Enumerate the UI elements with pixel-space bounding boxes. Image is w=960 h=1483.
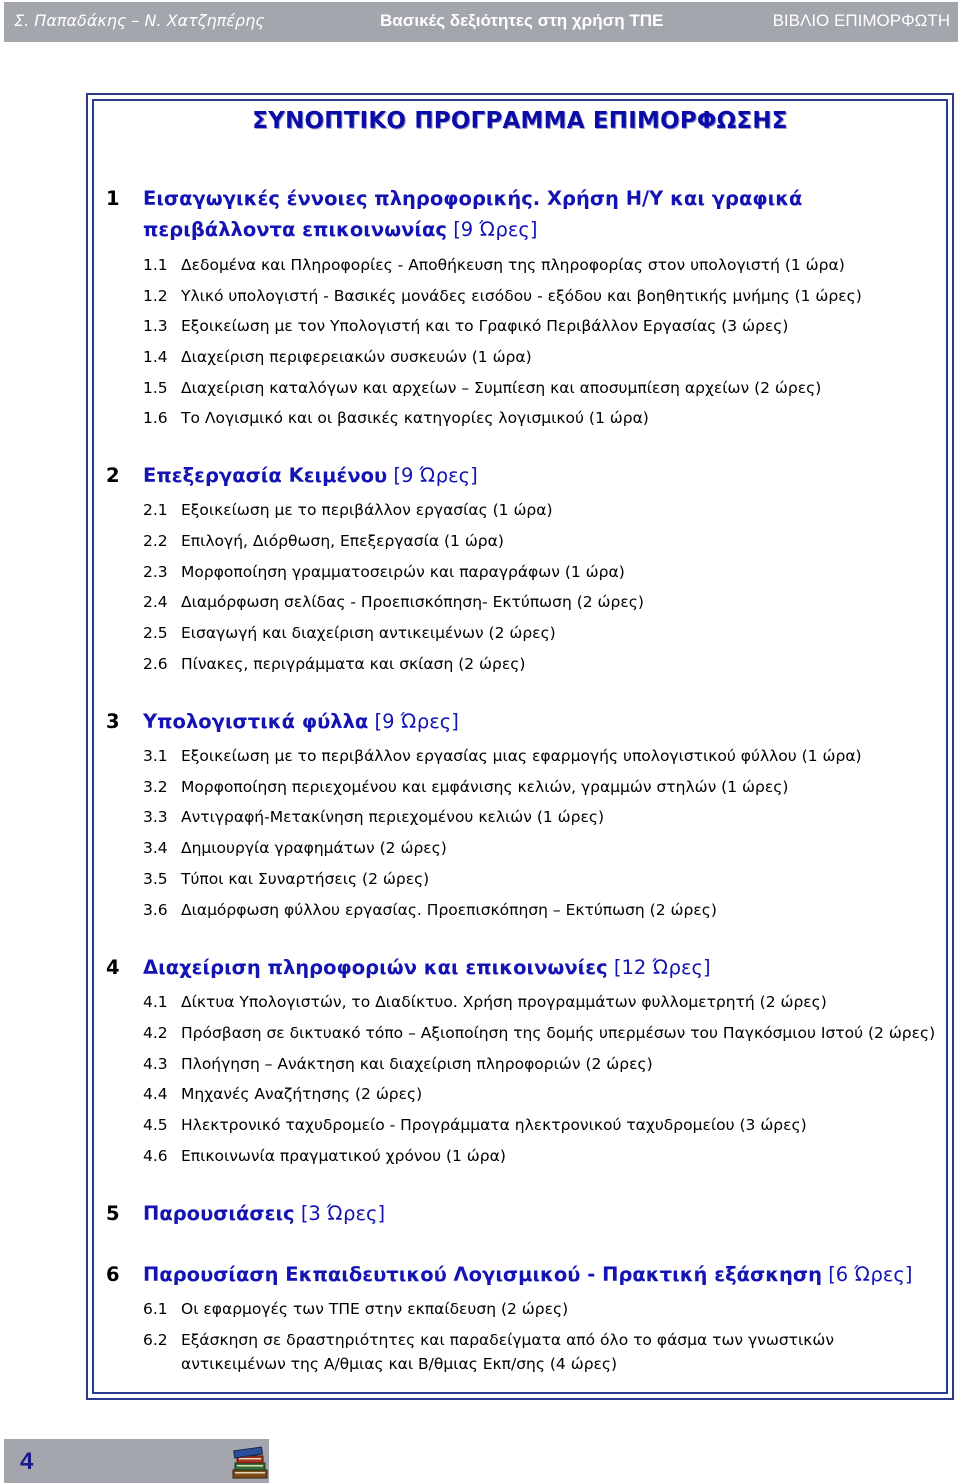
section-title: Παρουσίαση Εκπαιδευτικού Λογισμικού - Πρακτική εξάσκηση <box>143 1263 822 1286</box>
item-text: Πλοήγηση – Ανάκτηση και διαχείριση πληροφοριών (2 ώρες) <box>181 1055 653 1073</box>
item-text: Επικοινωνία πραγματικού χρόνου (1 ώρα) <box>181 1147 506 1165</box>
item-number: 2.3 <box>143 563 168 581</box>
section-title: Διαχείριση πληροφοριών και επικοινωνίες <box>143 956 608 979</box>
section-number: 6 <box>106 1263 120 1286</box>
item-text: Μηχανές Αναζήτησης (2 ώρες) <box>181 1085 423 1103</box>
item-text: Διαμόρφωση σελίδας - Προεπισκόπηση- Εκτύπωση (2 ώρες) <box>181 593 644 611</box>
item-text: Δημιουργία γραφημάτων (2 ώρες) <box>181 839 447 857</box>
list-item <box>143 560 943 584</box>
section-hours: [9 Ώρες] <box>453 218 538 241</box>
item-number: 4.2 <box>143 1024 168 1042</box>
list-item <box>143 345 943 369</box>
list-item <box>143 990 943 1014</box>
list-item <box>143 744 943 768</box>
item-number: 2.4 <box>143 593 168 611</box>
section-title: Εισαγωγικές έννοιες πληροφορικής. Χρήση Η/Υ και γραφικά περιβάλλοντα επικοινωνίας <box>143 187 803 241</box>
header-book-type: ΒΙΒΛΙΟ ΕΠΙΜΟΡΦΩΤΗ <box>772 11 950 30</box>
item-text: Επιλογή, Διόρθωση, Επεξεργασία (1 ώρα) <box>181 532 504 550</box>
item-number: 2.6 <box>143 655 168 673</box>
header-book-title: Βασικές δεξιότητες στη χρήση ΤΠΕ <box>380 11 664 30</box>
item-number: 1.5 <box>143 379 168 397</box>
list-item <box>143 1021 943 1045</box>
list-item <box>143 284 943 308</box>
item-number: 4.3 <box>143 1055 168 1073</box>
section-hours: [9 Ώρες] <box>393 464 478 487</box>
item-number: 2.1 <box>143 501 168 519</box>
item-text: Εξοικείωση με τον Υπολογιστή και το Γραφικό Περιβάλλον Εργασίας (3 ώρες) <box>181 317 789 335</box>
item-text: Διαμόρφωση φύλλου εργασίας. Προεπισκόπηση – Εκτύπωση (2 ώρες) <box>181 901 717 919</box>
list-item <box>143 1144 943 1168</box>
section-title: Παρουσιάσεις <box>143 1202 295 1225</box>
item-text: Διαχείριση περιφερειακών συσκευών (1 ώρα) <box>181 348 532 366</box>
section-5 <box>106 1198 946 1229</box>
section-title: Υπολογιστικά φύλλα <box>143 710 369 733</box>
list-item <box>143 1113 943 1137</box>
item-number: 1.3 <box>143 317 168 335</box>
list-item <box>143 775 943 799</box>
item-number: 3.6 <box>143 901 168 919</box>
section-hours: [9 Ώρες] <box>374 710 459 733</box>
list-item <box>143 253 943 277</box>
item-number: 4.5 <box>143 1116 168 1134</box>
section-title: Επεξεργασία Κειμένου <box>143 464 388 487</box>
list-item <box>143 529 943 553</box>
item-number: 2.5 <box>143 624 168 642</box>
item-number: 6.2 <box>143 1331 168 1349</box>
section-number: 5 <box>106 1202 120 1225</box>
section-number: 2 <box>106 464 120 487</box>
list-item <box>143 406 943 430</box>
item-text: Εξοικείωση με το περιβάλλον εργασίας (1 ώρα) <box>181 501 553 519</box>
page-number: 4 <box>20 1448 34 1475</box>
books-icon <box>230 1441 270 1481</box>
section-6 <box>106 1259 946 1290</box>
item-number: 3.2 <box>143 778 168 796</box>
list-item <box>143 652 943 676</box>
section-hours: [3 Ώρες] <box>300 1202 386 1225</box>
list-item <box>143 376 943 400</box>
item-number: 4.1 <box>143 993 168 1011</box>
item-text: Εξάσκηση σε δραστηριότητες και παραδείγματα από όλο το φάσμα των γνωστικών αντικειμένων της Α/θμιας και Β/θμιας Εκπ/σης (4 ώρες) <box>181 1331 834 1373</box>
item-number: 1.6 <box>143 409 168 427</box>
item-number: 4.6 <box>143 1147 168 1165</box>
section-number: 3 <box>106 710 120 733</box>
item-number: 2.2 <box>143 532 168 550</box>
item-number: 1.4 <box>143 348 168 366</box>
list-item <box>143 1052 943 1076</box>
item-number: 3.1 <box>143 747 168 765</box>
item-text: Οι εφαρμογές των ΤΠΕ στην εκπαίδευση (2 ώρες) <box>181 1300 569 1318</box>
section-2 <box>106 460 946 491</box>
list-item <box>143 1082 943 1106</box>
item-text: Το Λογισμικό και οι βασικές κατηγορίες λογισμικού (1 ώρα) <box>181 409 649 427</box>
list-item <box>143 836 943 860</box>
list-item <box>143 805 943 829</box>
header-authors: Σ. Παπαδάκης – Ν. Χατζηπέρης <box>14 11 265 30</box>
item-text: Πρόσβαση σε δικτυακό τόπο – Αξιοποίηση της δομής υπερμέσων του Παγκόσμιου Ιστού (2 ώρες) <box>181 1024 936 1042</box>
list-item <box>143 621 943 645</box>
list-item <box>143 314 943 338</box>
item-number: 3.3 <box>143 808 168 826</box>
page-title: ΣΥΝΟΠΤΙΚΟ ΠΡΟΓΡΑΜΜΑ ΕΠΙΜΟΡΦΩΣΗΣ <box>252 108 788 134</box>
section-number: 4 <box>106 956 120 979</box>
item-text: Δεδομένα και Πληροφορίες - Αποθήκευση της πληροφορίας στον υπολογιστή (1 ώρα) <box>181 256 845 274</box>
page-header <box>4 2 958 42</box>
section-number: 1 <box>106 187 120 210</box>
item-number: 4.4 <box>143 1085 168 1103</box>
item-text: Εισαγωγή και διαχείριση αντικειμένων (2 ώρες) <box>181 624 556 642</box>
item-text: Τύποι και Συναρτήσεις (2 ώρες) <box>181 870 430 888</box>
item-text: Μορφοποίηση περιεχομένου και εμφάνισης κελιών, γραμμών στηλών (1 ώρες) <box>181 778 789 796</box>
item-text: Δίκτυα Υπολογιστών, το Διαδίκτυο. Χρήση προγραμμάτων φυλλομετρητή (2 ώρες) <box>181 993 827 1011</box>
list-item <box>143 498 943 522</box>
item-text: Αντιγραφή-Μετακίνηση περιεχομένου κελιών (1 ώρες) <box>181 808 605 826</box>
list-item <box>143 898 943 922</box>
list-item <box>143 1328 943 1376</box>
item-text: Πίνακες, περιγράμματα και σκίαση (2 ώρες) <box>181 655 526 673</box>
section-hours: [6 Ώρες] <box>828 1263 913 1286</box>
item-text: Διαχείριση καταλόγων και αρχείων – Συμπίεση και αποσυμπίεση αρχείων (2 ώρες) <box>181 379 822 397</box>
list-item <box>143 590 943 614</box>
section-1 <box>106 183 946 245</box>
item-number: 1.2 <box>143 287 168 305</box>
section-hours: [12 Ώρες] <box>613 956 711 979</box>
item-text: Ηλεκτρονικό ταχυδρομείο - Προγράμματα ηλεκτρονικού ταχυδρομείου (3 ώρες) <box>181 1116 807 1134</box>
item-number: 3.5 <box>143 870 168 888</box>
item-text: Υλικό υπολογιστή - Βασικές μονάδες εισόδου - εξόδου και βοηθητικής μνήμης (1 ώρες) <box>181 287 862 305</box>
section-4 <box>106 952 946 983</box>
section-3 <box>106 706 946 737</box>
list-item <box>143 1297 943 1321</box>
item-text: Μορφοποίηση γραμματοσειρών και παραγράφων (1 ώρα) <box>181 563 625 581</box>
item-text: Εξοικείωση με το περιβάλλον εργασίας μιας εφαρμογής υπολογιστικού φύλλου (1 ώρα) <box>181 747 862 765</box>
item-number: 3.4 <box>143 839 168 857</box>
item-number: 6.1 <box>143 1300 168 1318</box>
list-item <box>143 867 943 891</box>
item-number: 1.1 <box>143 256 168 274</box>
